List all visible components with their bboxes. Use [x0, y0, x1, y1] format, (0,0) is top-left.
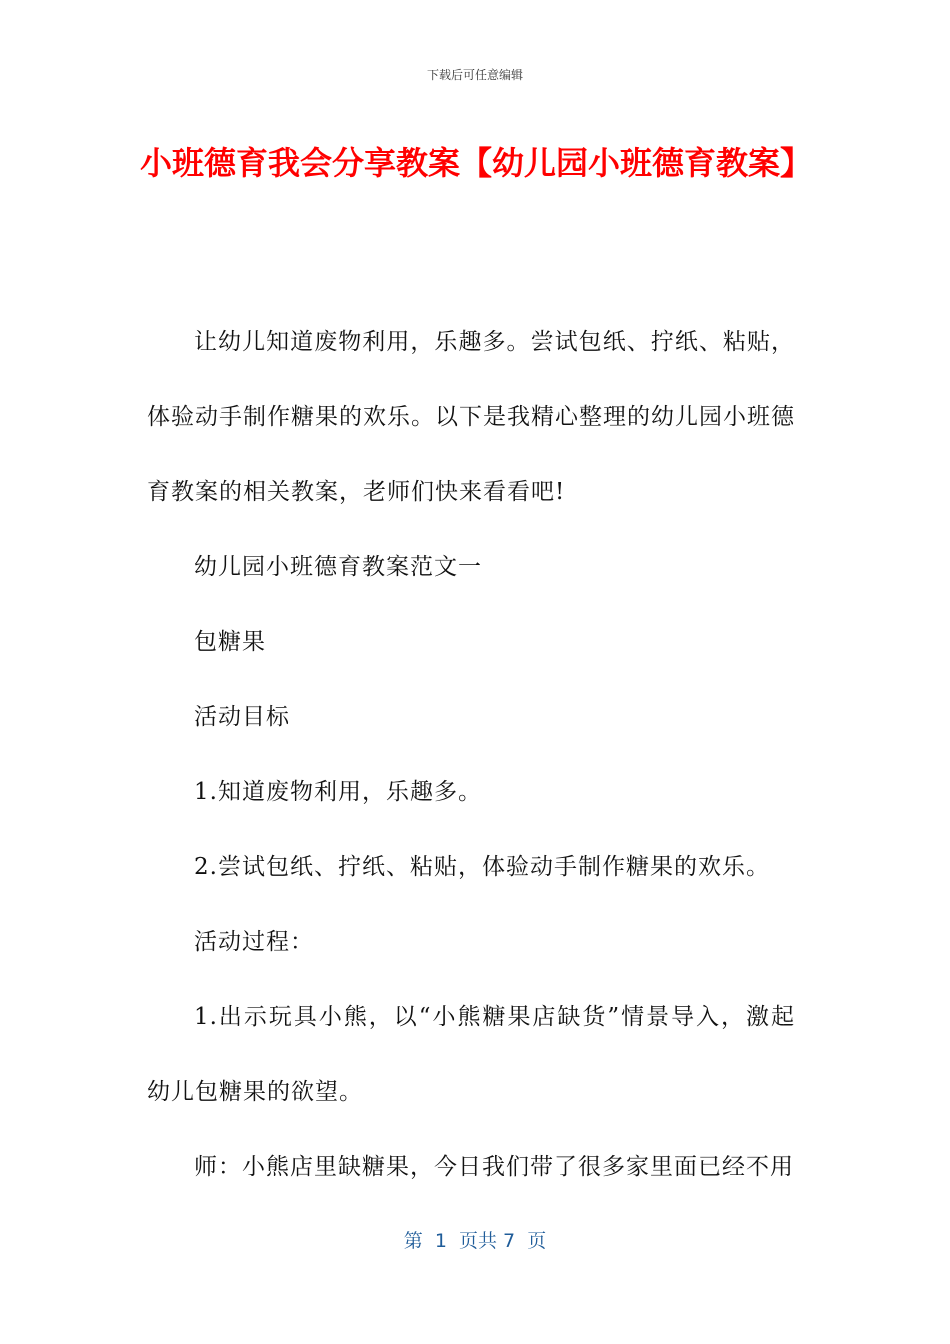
paragraph-goal-1: 1.知道废物利用，乐趣多。	[194, 779, 482, 805]
document-body	[147, 305, 795, 1205]
paragraph-process-1: 1.出示玩具小熊，以“小熊糖果店缺货”情景导入，激起幼儿包糖果的欲望。	[147, 1004, 795, 1105]
header-note: 下载后可任意编辑	[426, 68, 523, 82]
paragraph-section-heading: 幼儿园小班德育教案范文一	[194, 554, 482, 580]
page-footer: 第 1 页共 7 页	[403, 1230, 547, 1252]
paragraph-teacher-line: 师：小熊店里缺糖果，今日我们带了很多家里面已经不用	[194, 1154, 794, 1180]
document-title: 小班德育我会分享教案【幼儿园小班德育教案】	[140, 144, 813, 182]
paragraph-intro: 让幼儿知道废物利用，乐趣多。尝试包纸、拧纸、粘贴，体验动手制作糖果的欢乐。以下是我精心整理的幼儿园小班德育教案的相关教案，老师们快来看看吧!	[147, 329, 795, 505]
paragraph-goals-heading: 活动目标	[194, 704, 290, 730]
paragraph-activity-name: 包糖果	[194, 629, 266, 655]
paragraph-goal-2: 2.尝试包纸、拧纸、粘贴，体验动手制作糖果的欢乐。	[194, 854, 770, 880]
paragraph-process-heading: 活动过程：	[194, 929, 314, 955]
